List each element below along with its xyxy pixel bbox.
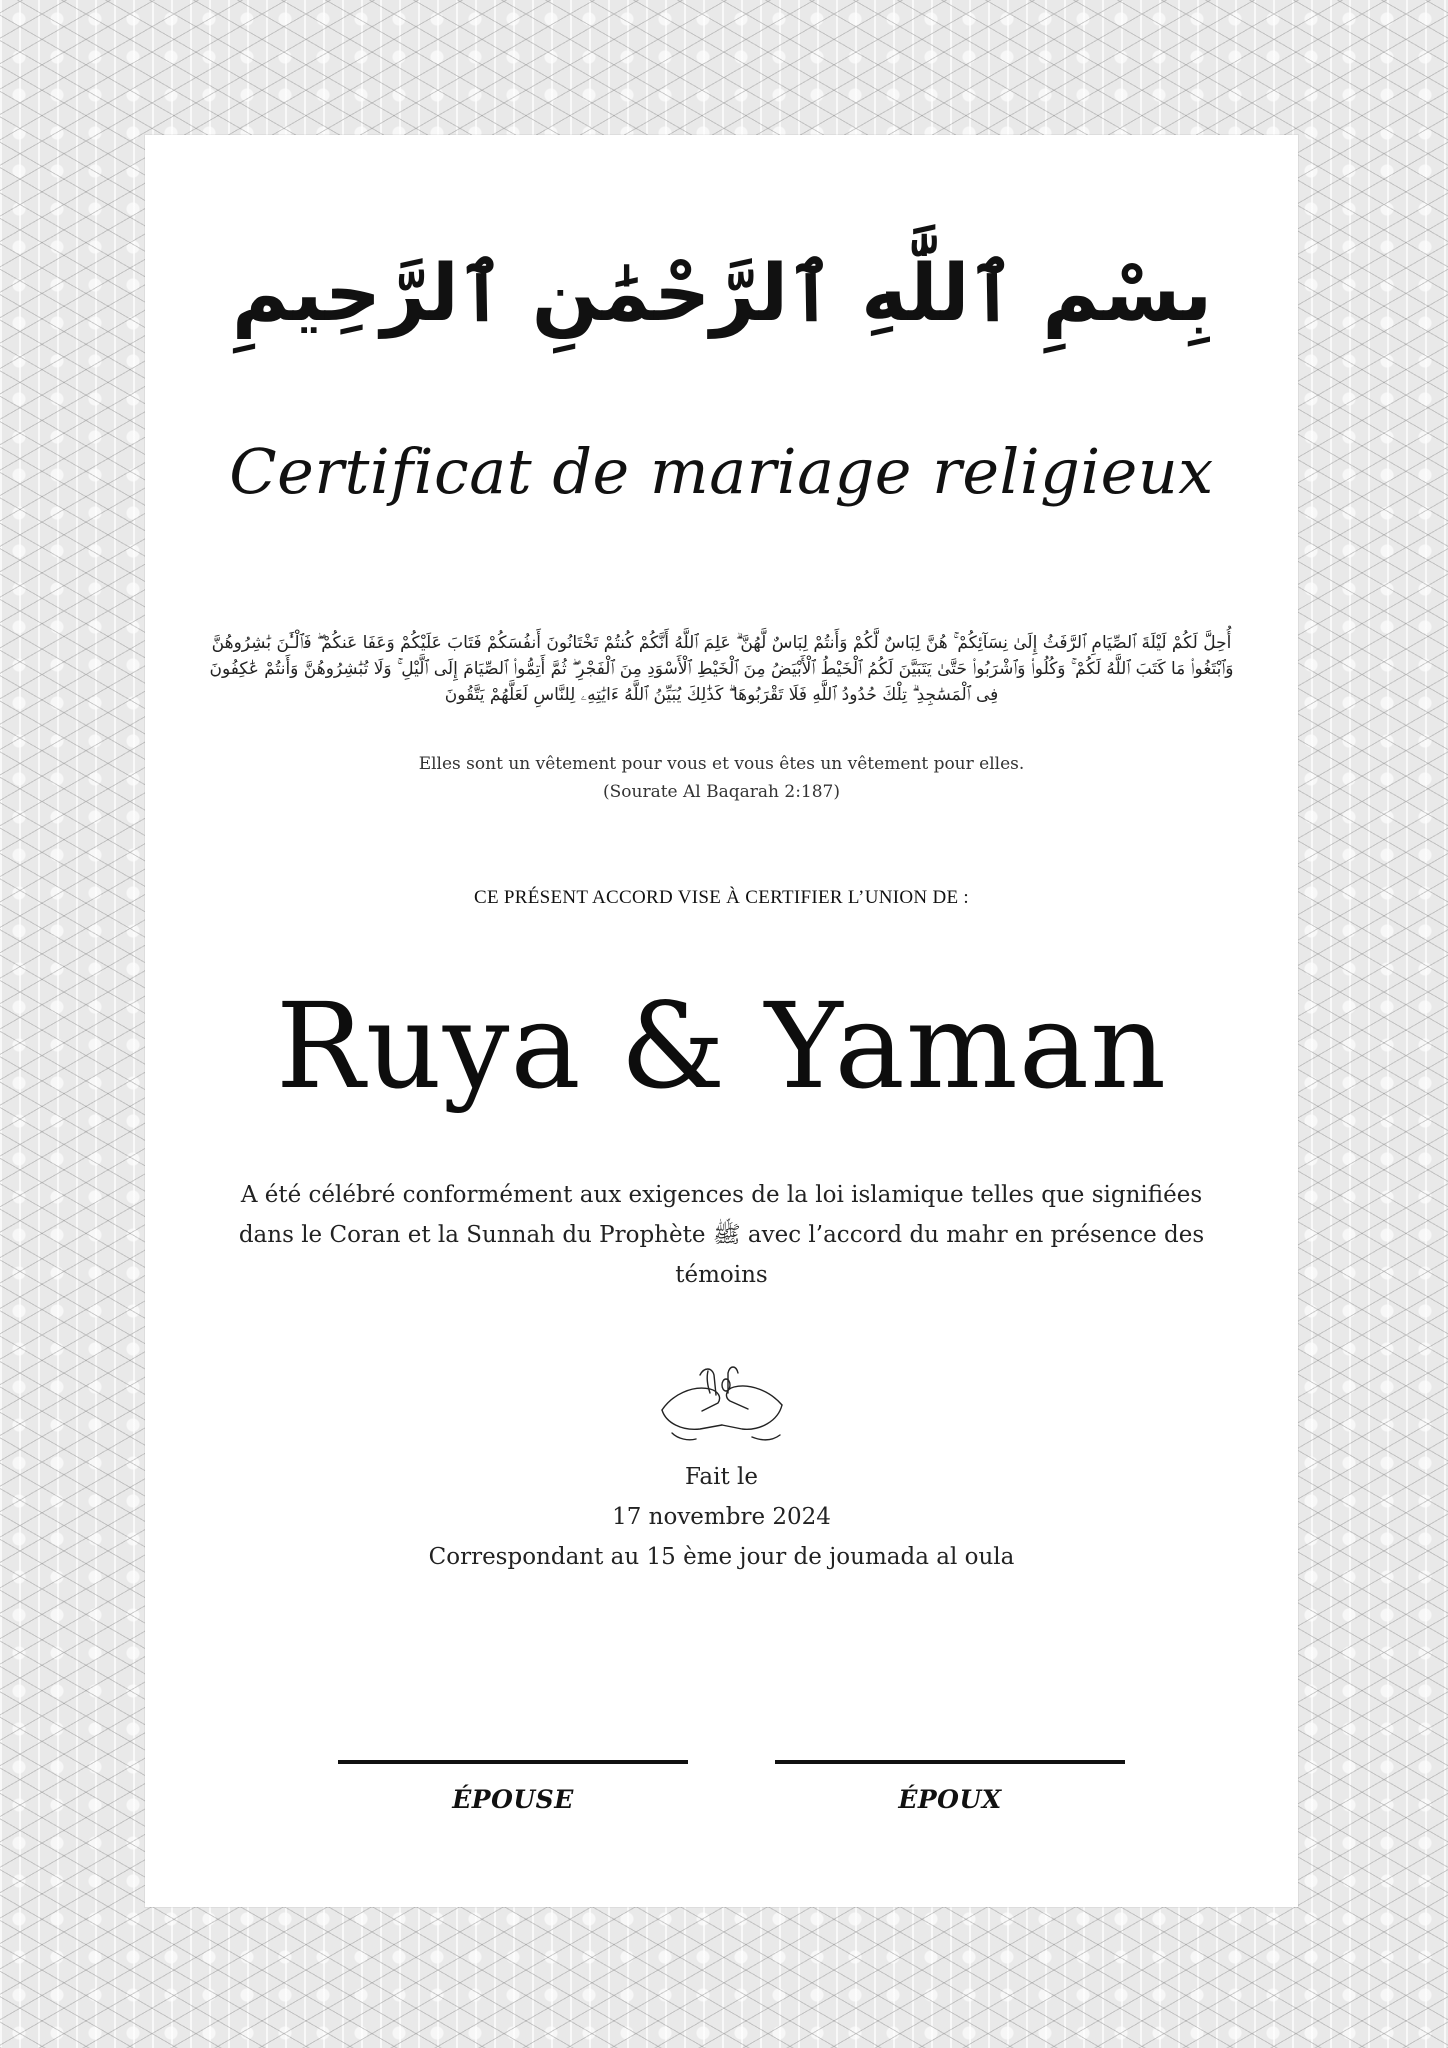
date-hijri: Correspondant au 15 ème jour de joumada al oula	[428, 1544, 1015, 1570]
verse-translation-block	[145, 750, 1298, 806]
verse-reference: (Sourate Al Baqarah 2:187)	[602, 782, 841, 802]
signature-line-epoux[interactable]	[775, 1760, 1125, 1764]
date-gregorian: 17 novembre 2024	[612, 1504, 831, 1530]
date-label: Fait le	[685, 1464, 758, 1490]
quran-verse-arabic: أُحِلَّ لَكُمْ لَيْلَةَ ٱلصِّيَامِ ٱلرَّفَثُ إِلَىٰ نِسَآئِكُمْ ۚ هُنَّ لِبَاسٌ لَّكُمْ وَأَنتُمْ لِبَاسٌ لَّهُنَّ ۗ عَلِمَ ٱللَّهُ أَنَّكُمْ كُنتُمْ تَخْتَانُونَ أَنفُسَكُمْ فَتَابَ عَلَيْكُمْ وَعَفَا عَنكُمْ ۖ فَٱلْـَٰٔنَ بَٰشِرُوهُنَّ وَٱبْتَغُوا۟ مَا كَتَبَ ٱللَّهُ لَكُمْ ۚ وَكُلُوا۟ وَٱشْرَبُوا۟ حَتَّىٰ يَتَبَيَّنَ لَكُمُ ٱلْخَيْطُ ٱلْأَبْيَضُ مِنَ ٱلْخَيْطِ ٱلْأَسْوَدِ مِنَ ٱلْفَجْرِ ۖ ثُمَّ أَتِمُّوا۟ ٱلصِّيَامَ إِلَى ٱلَّيْلِ ۚ وَلَا تُبَٰشِرُوهُنَّ وَأَنتُمْ عَٰكِفُونَ فِى ٱلْمَسَٰجِدِ ۗ تِلْكَ حُدُودُ ٱللَّهِ فَلَا تَقْرَبُوهَا ۗ كَذَٰلِكَ يُبَيِّنُ ٱللَّهُ ءَايَٰتِهِۦ لِلنَّاسِ لَعَلَّهُمْ يَتَّقُونَ	[209, 633, 1234, 705]
date-block	[145, 1457, 1298, 1577]
signature-line-epouse[interactable]	[338, 1760, 688, 1764]
verse-translation: Elles sont un vêtement pour vous et vous êtes un vêtement pour elles.	[418, 754, 1025, 774]
accord-statement: CE PRÉSENT ACCORD VISE À CERTIFIER L’UNION DE :	[473, 887, 970, 908]
signature-label-epouse: ÉPOUSE	[452, 1785, 574, 1814]
basmala-text: بِسْمِ ٱللَّٰهِ ٱلرَّحْمَٰنِ ٱلرَّحِيمِ	[231, 249, 1212, 339]
basmala-calligraphy-icon	[145, 215, 1298, 365]
certificate-title: Certificat de mariage religieux	[229, 435, 1214, 508]
couple-names: Ruya & Yaman	[275, 977, 1168, 1115]
joined-hands-icon	[145, 1355, 1298, 1445]
celebration-statement: A été célébré conformément aux exigences de la loi islamique telles que signifiées dans le Coran et la Sunnah du Prophète ﷺ avec l’accord du mahr en présence des témoins	[238, 1182, 1205, 1288]
signature-label-epoux: ÉPOUX	[898, 1785, 1002, 1814]
certificate-page	[145, 135, 1298, 1907]
